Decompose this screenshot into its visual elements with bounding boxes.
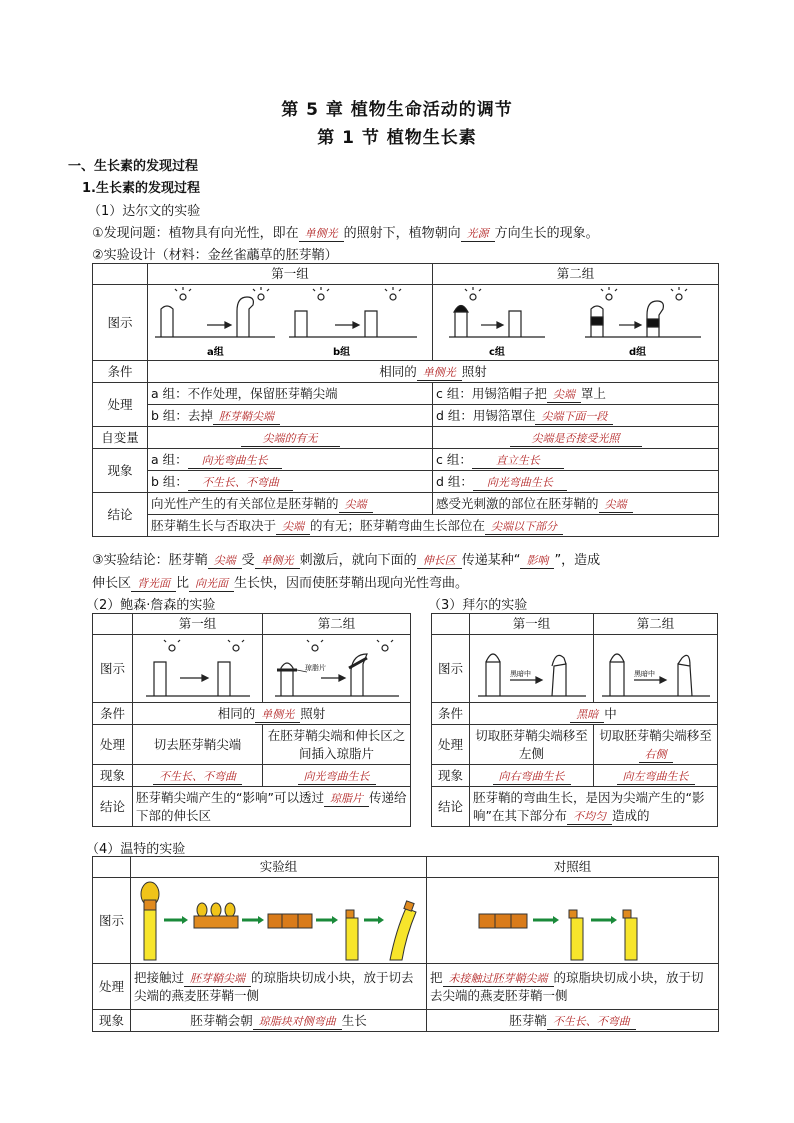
heading-went: （4）温特的实验 bbox=[86, 842, 186, 857]
agar-label: 琼脂片 bbox=[304, 663, 326, 672]
went-col1: 实验组 bbox=[131, 857, 427, 878]
went-row-phenomenon: 现象 bbox=[93, 1010, 131, 1032]
boysen-phen-1: 不生长、不弯曲 bbox=[133, 765, 263, 787]
boysen-row-conclusion: 结论 bbox=[93, 787, 133, 827]
paal-conclusion: 胚芽鞘的弯曲生长，是因为尖端产生的“影响”在其下部分布 不均匀 造成的 bbox=[470, 787, 718, 827]
went-phen-2: 胚芽鞘 不生长、不弯曲 bbox=[427, 1010, 719, 1032]
boysen-row-condition: 条件 bbox=[93, 703, 133, 725]
section-title: 第 1 节 植物生长素 bbox=[317, 128, 477, 148]
row-label-process: 处理 bbox=[93, 383, 148, 427]
row-label-condition: 条件 bbox=[93, 361, 148, 383]
phen-d: d 组： 向光弯曲生长 bbox=[433, 471, 719, 493]
boysen-condition: 相同的 单侧光 照射 bbox=[133, 703, 411, 725]
boysen-phen-2: 向光弯曲生长 bbox=[263, 765, 411, 787]
paal-proc-2: 切取胚芽鞘尖端移至右侧 bbox=[594, 725, 718, 765]
paal-col1: 第一组 bbox=[470, 614, 594, 635]
boysen-col1: 第一组 bbox=[133, 614, 263, 635]
paal-col2: 第二组 bbox=[594, 614, 718, 635]
var-2: 尖端是否接受光照 bbox=[433, 427, 719, 449]
paal-row-conclusion: 结论 bbox=[432, 787, 470, 827]
paal-phen-2: 向左弯曲生长 bbox=[594, 765, 718, 787]
proc-c: c 组：用锡箔帽子把 尖端 罩上 bbox=[433, 383, 719, 405]
paal-figure-2 bbox=[594, 635, 718, 703]
paal-row-condition: 条件 bbox=[432, 703, 470, 725]
darwin-result-line2: 伸长区 背光面 比 向光面 生长快，因而使胚芽鞘出现向光性弯曲。 bbox=[92, 576, 469, 591]
darwin-condition: 相同的 单侧光 照射 bbox=[148, 361, 719, 383]
went-row-figure: 图示 bbox=[93, 878, 131, 964]
heading-2: 1.生长素的发现过程 bbox=[82, 181, 200, 196]
heading-darwin: （1）达尔文的实验 bbox=[88, 204, 201, 219]
boysen-figure-1 bbox=[133, 635, 263, 703]
proc-d: d 组：用锡箔罩住 尖端下面一段 bbox=[433, 405, 719, 427]
dark-label-2: 黑暗中 bbox=[633, 669, 655, 678]
paal-proc-1: 切取胚芽鞘尖端移至左侧 bbox=[470, 725, 594, 765]
chapter-title: 第 5 章 植物生命活动的调节 bbox=[281, 100, 513, 120]
row-label-phenomenon: 现象 bbox=[93, 449, 148, 493]
boysen-table bbox=[92, 613, 411, 827]
boysen-proc-1: 切去胚芽鞘尖端 bbox=[133, 725, 263, 765]
paal-row-figure: 图示 bbox=[432, 635, 470, 703]
concl-1: 向光性产生的有关部位是胚芽鞘的 尖端 bbox=[148, 493, 433, 515]
paal-row-process: 处理 bbox=[432, 725, 470, 765]
caption-d: d组 bbox=[628, 346, 646, 358]
boysen-row-figure: 图示 bbox=[93, 635, 133, 703]
darwin-figure-group1 bbox=[148, 285, 433, 361]
went-row-process: 处理 bbox=[93, 964, 131, 1010]
darwin-table bbox=[92, 263, 719, 537]
paal-phen-1: 向右弯曲生长 bbox=[470, 765, 594, 787]
caption-c: c组 bbox=[488, 346, 505, 358]
proc-b: b 组：去掉 胚芽鞘尖端 bbox=[148, 405, 433, 427]
heading-paal: （3）拜尔的实验 bbox=[428, 598, 528, 613]
went-figure-experiment bbox=[131, 878, 427, 964]
went-proc-1: 把接触过 胚芽鞘尖端 的琼脂块切成小块，放于切去尖端的燕麦胚芽鞘一侧 bbox=[131, 964, 427, 1010]
darwin-design: ②实验设计（材料：金丝雀虉草的胚芽鞘） bbox=[92, 248, 338, 263]
paal-table bbox=[431, 613, 718, 827]
phen-b: b 组： 不生长、不弯曲 bbox=[148, 471, 433, 493]
concl-2: 感受光刺激的部位在胚芽鞘的 尖端 bbox=[433, 493, 719, 515]
darwin-question: ①发现问题：植物具有向光性，即在 单侧光 的照射下，植物朝向 光源 方向生长的现象。 bbox=[92, 226, 599, 241]
concl-3: 胚芽鞘生长与否取决于 尖端 的有无；胚芽鞘弯曲生长部位在 尖端以下部分 bbox=[148, 515, 719, 537]
phen-c: c 组： 直立生长 bbox=[433, 449, 719, 471]
darwin-figure-group2 bbox=[433, 285, 719, 361]
boysen-conclusion: 胚芽鞘尖端产生的“影响”可以透过 琼脂片 传递给下部的伸长区 bbox=[133, 787, 411, 827]
phen-a: a 组： 向光弯曲生长 bbox=[148, 449, 433, 471]
paal-row-phenomenon: 现象 bbox=[432, 765, 470, 787]
var-1: 尖端的有无 bbox=[148, 427, 433, 449]
col-group1: 第一组 bbox=[148, 264, 433, 285]
row-label-conclusion: 结论 bbox=[93, 493, 148, 537]
dark-label-1: 黑暗中 bbox=[509, 669, 531, 678]
row-label-variable: 自变量 bbox=[93, 427, 148, 449]
went-proc-2: 把 未接触过胚芽鞘尖端 的琼脂块切成小块，放于切去尖端的燕麦胚芽鞘一侧 bbox=[427, 964, 719, 1010]
proc-a: a 组：不作处理，保留胚芽鞘尖端 bbox=[148, 383, 433, 405]
heading-1: 一、生长素的发现过程 bbox=[68, 159, 199, 174]
went-figure-control bbox=[427, 878, 719, 964]
boysen-row-phenomenon: 现象 bbox=[93, 765, 133, 787]
boysen-row-process: 处理 bbox=[93, 725, 133, 765]
col-group2: 第二组 bbox=[433, 264, 719, 285]
row-label-figure: 图示 bbox=[93, 285, 148, 361]
boysen-col2: 第二组 bbox=[263, 614, 411, 635]
heading-boysen: （2）鲍森·詹森的实验 bbox=[86, 598, 216, 613]
paal-figure-1 bbox=[470, 635, 594, 703]
went-col2: 对照组 bbox=[427, 857, 719, 878]
boysen-figure-2 bbox=[263, 635, 411, 703]
went-table bbox=[92, 856, 719, 1032]
went-phen-1: 胚芽鞘会朝 琼脂块对侧弯曲 生长 bbox=[131, 1010, 427, 1032]
caption-b: b组 bbox=[333, 346, 351, 358]
caption-a: a组 bbox=[207, 346, 224, 358]
darwin-result-line1: ③实验结论：胚芽鞘 尖端 受 单侧光 刺激后，就向下面的 伸长区 传递某种“ 影响 ”，造成 bbox=[92, 553, 601, 568]
boysen-proc-2: 在胚芽鞘尖端和伸长区之间插入琼脂片 bbox=[263, 725, 411, 765]
paal-condition: 黑暗 中 bbox=[470, 703, 718, 725]
